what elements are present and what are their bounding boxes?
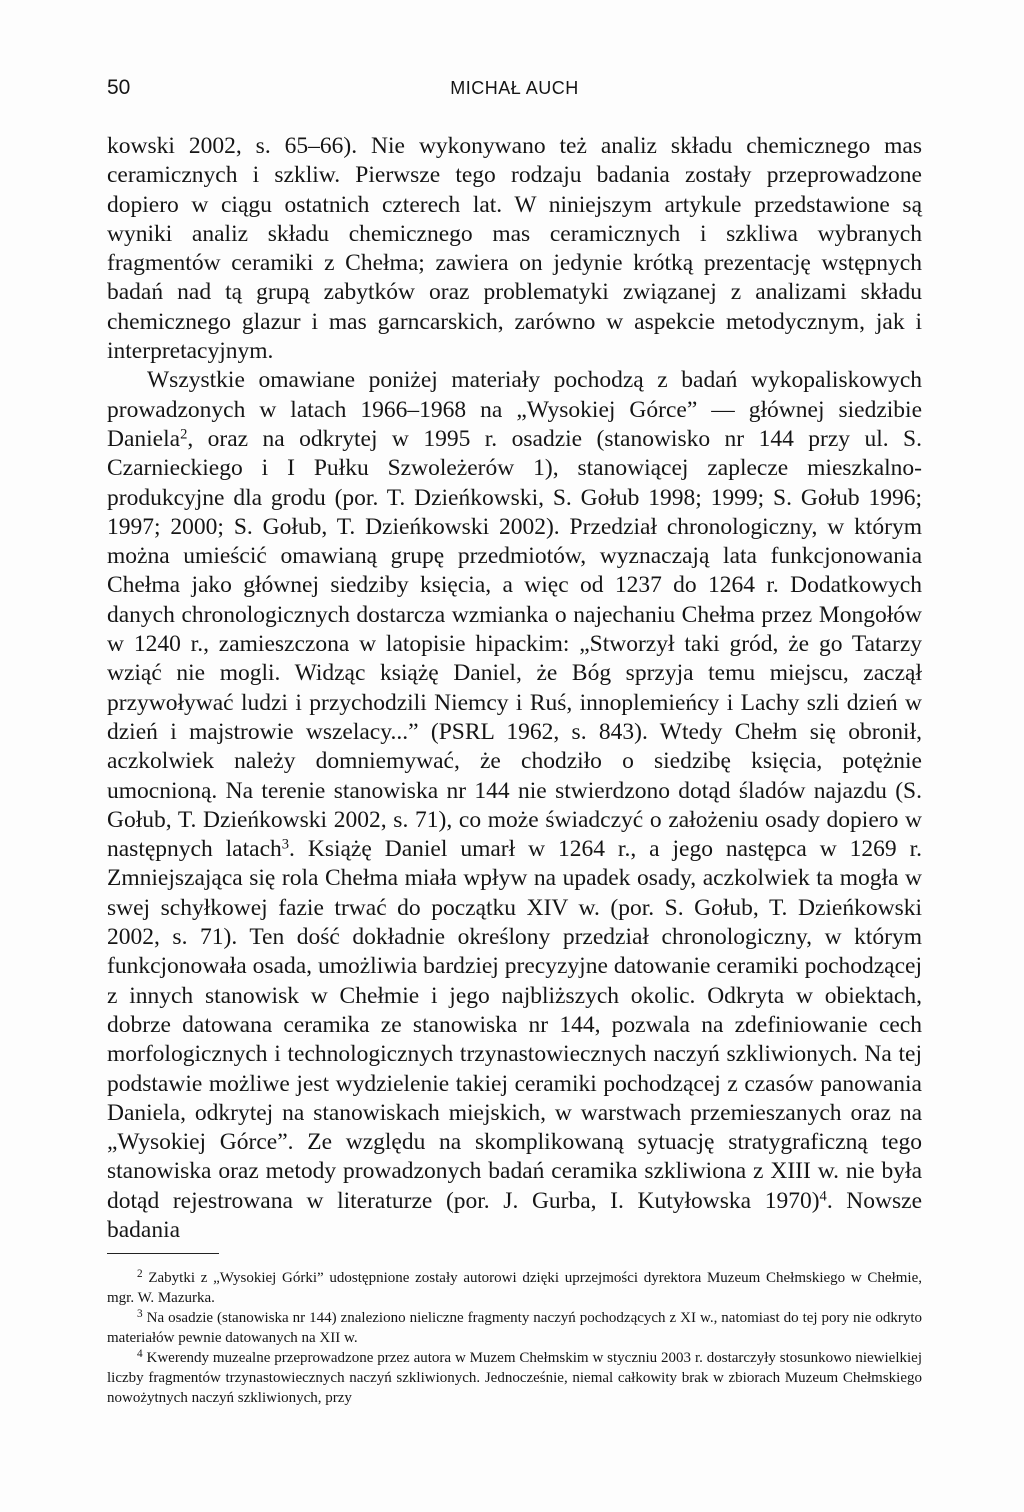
footnote-ref-2: 2	[180, 426, 188, 443]
footnote-3	[107, 1308, 922, 1348]
paragraph-1: kowski 2002, s. 65–66). Nie wykonywano też analiz składu chemicznego mas ceramicznych i szkliw. Pierwsze tego rodzaju badania zostały przeprowadzone dopiero w ciągu ostatnich czterech lat. W niniejszym artykule przedstawione są wyniki analiz składu chemicznego mas ceramicznych i szkliwa wybranych fragmentów ceramiki z Chełma; zawiera on jedynie krótką prezentację wstępnych badań nad tą grupą zabytków oraz problematyki związanej z analizami składu chemicznego glazur i mas garncarskich, zarówno w aspekcie metodycznym, jak i interpretacyjnym.	[107, 133, 922, 365]
paragraph-2-part-a: Wszystkie omawiane poniżej materiały pochodzą z badań wykopaliskowych prowadzonych w latach 1966–1968 na „Wysokiej Górce” — głównej siedzibie Daniela	[107, 367, 922, 452]
footnotes	[107, 1268, 922, 1408]
paragraph-2	[107, 366, 922, 1245]
footnote-number: 4	[137, 1347, 143, 1360]
footnote-text: Kwerendy muzealne przeprowadzone przez autora w Muzem Chełmskim w styczniu 2003 r. dostarczyły stosunkowo niewielkiej liczby fragmentów trzynastowiecznych naczyń szkliwionych. Jednocześnie, niemal całkowity brak w zbiorach Muzeum Chełmskiego nowożytnych naczyń szkliwionych, przy	[107, 1350, 922, 1406]
footnote-4	[107, 1348, 922, 1408]
page-header	[107, 76, 922, 106]
footnote-divider	[107, 1253, 219, 1254]
footnote-number: 3	[137, 1307, 143, 1320]
footnote-ref-3: 3	[281, 836, 290, 853]
footnote-text: Zabytki z „Wysokiej Górki” udostępnione zostały autorowi dzięki uprzejmości dyrektora Muzeum Chełmskiego w Chełmie, mgr. W. Mazurka.	[107, 1270, 922, 1306]
main-text	[107, 132, 922, 1245]
paragraph-2-part-d: . Nowsze badania	[107, 1187, 923, 1243]
footnote-2	[107, 1268, 922, 1308]
footnote-ref-4: 4	[819, 1188, 827, 1205]
paragraph-2-part-c: . Książę Daniel umarł w 1264 r., a jego następca w 1269 r. Zmniejszająca się rola Chełma miała wpływ na upadek osady, aczkolwiek ta mogła w swej schyłkowej fazie trwać do początku XIV w. (por. S. Gołub, T. Dzieńkowski 2002, s. 71). Ten dość dokładnie określony przedział chronologiczny, w którym funkcjonowała osada, umożliwia bardziej precyzyjne datowanie ceramiki pochodzącej z innych stanowisk w Chełmie i jego najbliższych okolic. Odkryta w obiektach, dobrze datowana ceramika ze stanowiska nr 144, pozwala na zdefiniowanie cech morfologicznych i technologicznych trzynastowiecznych naczyń szkliwionych. Na tej podstawie możliwe jest wydzielenie takiej ceramiki pochodzącej z czasów panowania Daniela, odkrytej na stanowiskach miejskich, w warstwach przemieszanych oraz na „Wysokiej Górce”. Ze względu na skomplikowaną sytuację stratygraficzną tego stanowiska oraz metody prowadzonych badań ceramika szkliwiona z XIII w. nie była dotąd rejestrowana w literaturze (por. J. Gurba, I. Kutyłowska 1970)	[107, 836, 922, 1214]
paragraph-2-part-b: , oraz na odkrytej w 1995 r. osadzie (stanowisko nr 144 przy ul. S. Czarnieckiego i I Pułku Szwoleżerów 1), stanowiącej zaplecze mieszkalno-produkcyjne dla grodu (por. T. Dzieńkowski, S. Gołub 1998; 1999; S. Gołub 1996; 1997; 2000; S. Gołub, T. Dzieńkowski 2002). Przedział chronologiczny, w którym można umieścić omawianą grupę przedmiotów, wyznaczają lata funkcjonowania Chełma jako głównej siedziby księcia, a więc od 1237 do 1264 r. Dodatkowych danych chronologicznych dostarcza wzmianka o najechaniu Chełma przez Mongołów w 1240 r., zamieszczona w latopisie hipackim: „Stworzył taki gród, że go Tatarzy wziąć nie mogli. Widząc książę Daniel, że Bóg sprzyja temu miejscu, zaczął przywoływać ludzi i przychodzili Niemcy i Ruś, innoplemieńcy i Lachy szli dzień w dzień i majstrowie wszelacy...” (PSRL 1962, s. 843). Wtedy Chełm się obronił, aczkolwiek należy domniemywać, że chodziło o siedzibę księcia, potężnie umocnioną. Na terenie stanowiska nr 144 nie stwierdzono dotąd śladów najazdu (S. Gołub, T. Dzieńkowski 2002, s. 71), co może świadczyć o założeniu osady dopiero w następnych latach	[107, 425, 922, 863]
running-head-author: MICHAŁ AUCH	[450, 78, 579, 98]
footnote-number: 2	[137, 1267, 143, 1280]
page-number: 50	[107, 76, 131, 99]
footnote-text: Na osadzie (stanowiska nr 144) znaleziono nieliczne fragmenty naczyń pochodzących z XI w., natomiast do tej pory nie odkryto materiałów pewnie datowanych na XII w.	[107, 1310, 922, 1346]
